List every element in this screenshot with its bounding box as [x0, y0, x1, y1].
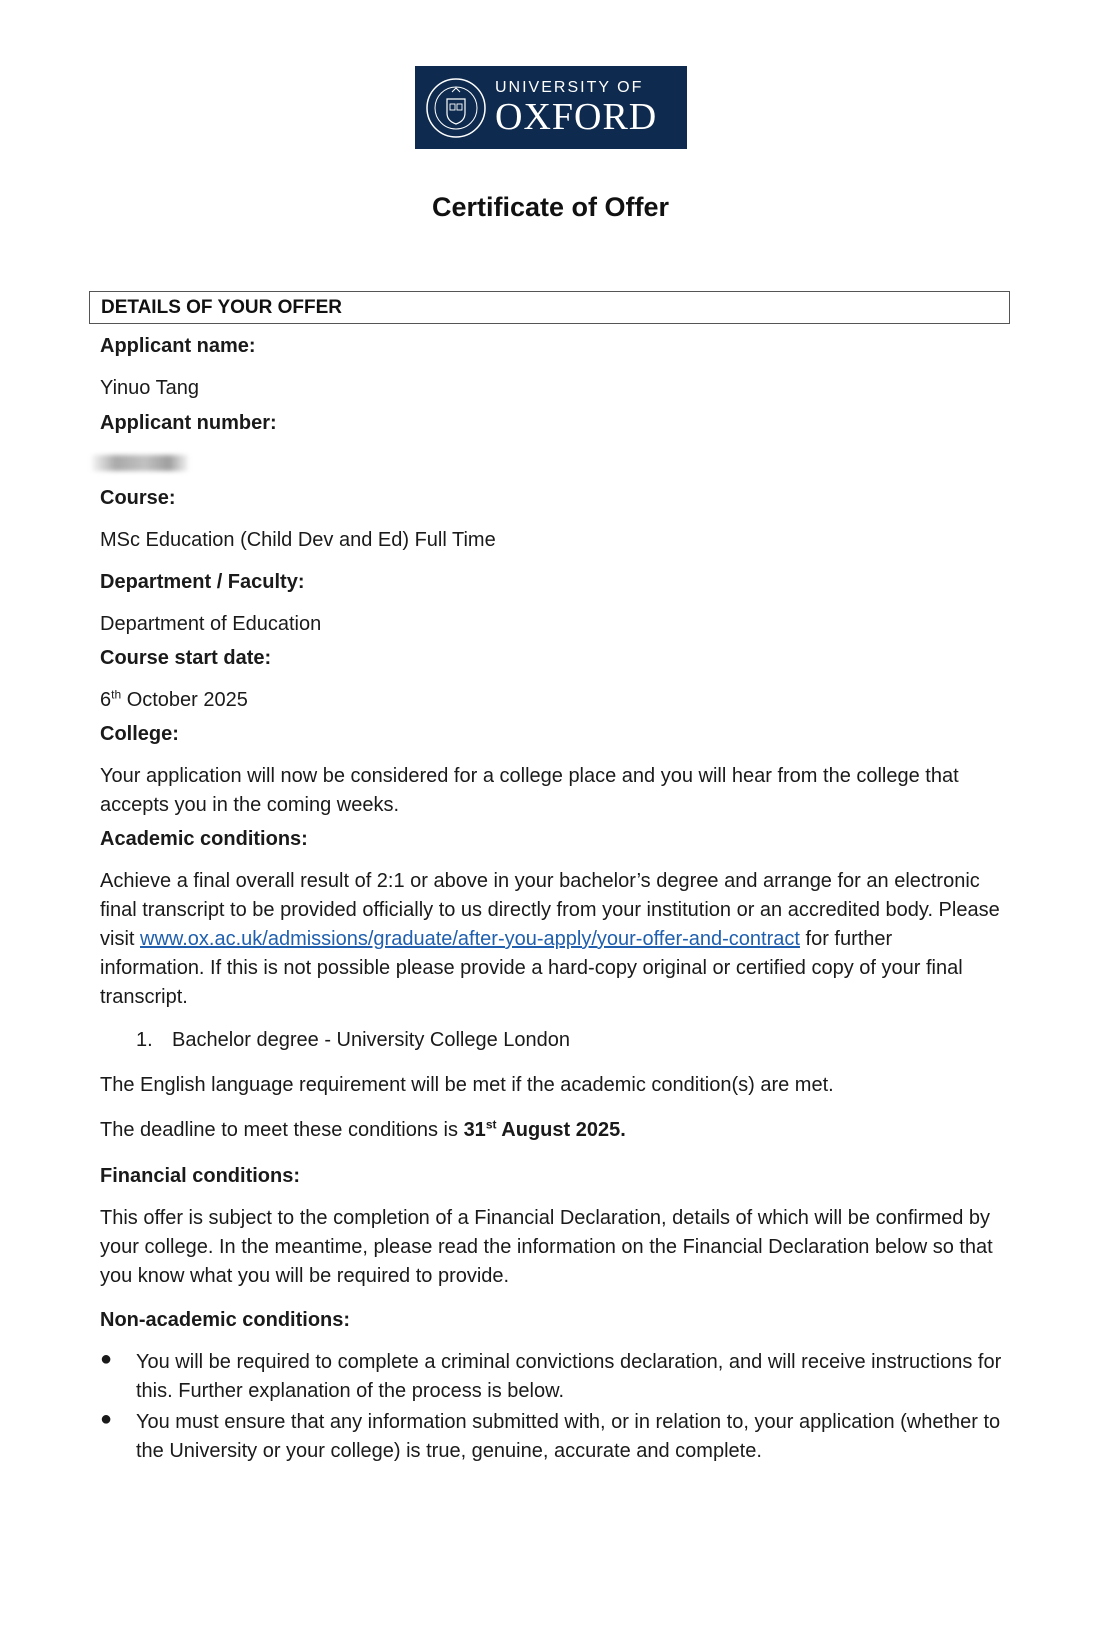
start-date-value: 6th October 2025 [100, 687, 248, 711]
non-academic-label: Non-academic conditions: [100, 1309, 351, 1331]
list-number: 1. [136, 1029, 153, 1051]
college-text: Your application will now be considered for a college place and you will hear from the college that accepts you in the coming weeks. [100, 765, 959, 816]
non-academic-item-1: You will be required to complete a criminal convictions declaration, and will receive instructions for this. Further explanation of the process is below. [136, 1351, 1002, 1402]
financial-label: Financial conditions: [100, 1165, 301, 1187]
details-header: DETAILS OF YOUR OFFER [89, 291, 1010, 324]
applicant-number-label: Applicant number: [100, 412, 277, 434]
department-value: Department of Education [100, 613, 322, 635]
crest-icon [425, 77, 487, 139]
college-label: College: [100, 723, 179, 745]
university-logo [415, 66, 687, 149]
redacted-applicant-number [92, 455, 188, 471]
course-value: MSc Education (Child Dev and Ed) Full Time [100, 529, 496, 551]
offer-contract-link[interactable]: www.ox.ac.uk/admissions/graduate/after-you-apply/your-offer-and-contract [140, 928, 800, 950]
academic-label: Academic conditions: [100, 828, 308, 850]
english-requirement: The English language requirement will be met if the academic condition(s) are met. [100, 1074, 834, 1096]
academic-text: Achieve a final overall result of 2:1 or above in your bachelor’s degree and arrange for an electronic final transcript to be provided officially to us directly from your institution or an accredited body. Please visit www.ox.ac.uk/admissions/graduate/after-you-apply/your-offer-and-contract for further information. If this is not possible please provide a hard-copy original or certified copy of your final transcript. [100, 870, 1000, 1008]
course-label: Course: [100, 487, 176, 509]
start-date-label: Course start date: [100, 647, 272, 669]
deadline: The deadline to meet these conditions is 31st August 2025. [100, 1117, 626, 1141]
financial-text: This offer is subject to the completion of a Financial Declaration, details of which will be confirmed by your college. In the meantime, please read the information on the Financial Declaration below so that you know what you will be required to provide. [100, 1207, 993, 1287]
degree-list-item: Bachelor degree - University College London [172, 1029, 571, 1051]
bullet-icon: ● [100, 1408, 113, 1430]
logo-line1: UNIVERSITY OF [495, 78, 644, 96]
bullet-icon: ● [100, 1348, 113, 1370]
document-title: Certificate of Offer [431, 192, 670, 222]
department-label: Department / Faculty: [100, 571, 305, 593]
applicant-name-label: Applicant name: [100, 335, 256, 357]
non-academic-item-2: You must ensure that any information submitted with, or in relation to, your application (whether to the University or your college) is true, genuine, accurate and complete. [136, 1411, 1001, 1462]
applicant-name-value: Yinuo Tang [100, 377, 199, 399]
logo-line2: OXFORD [495, 95, 658, 138]
